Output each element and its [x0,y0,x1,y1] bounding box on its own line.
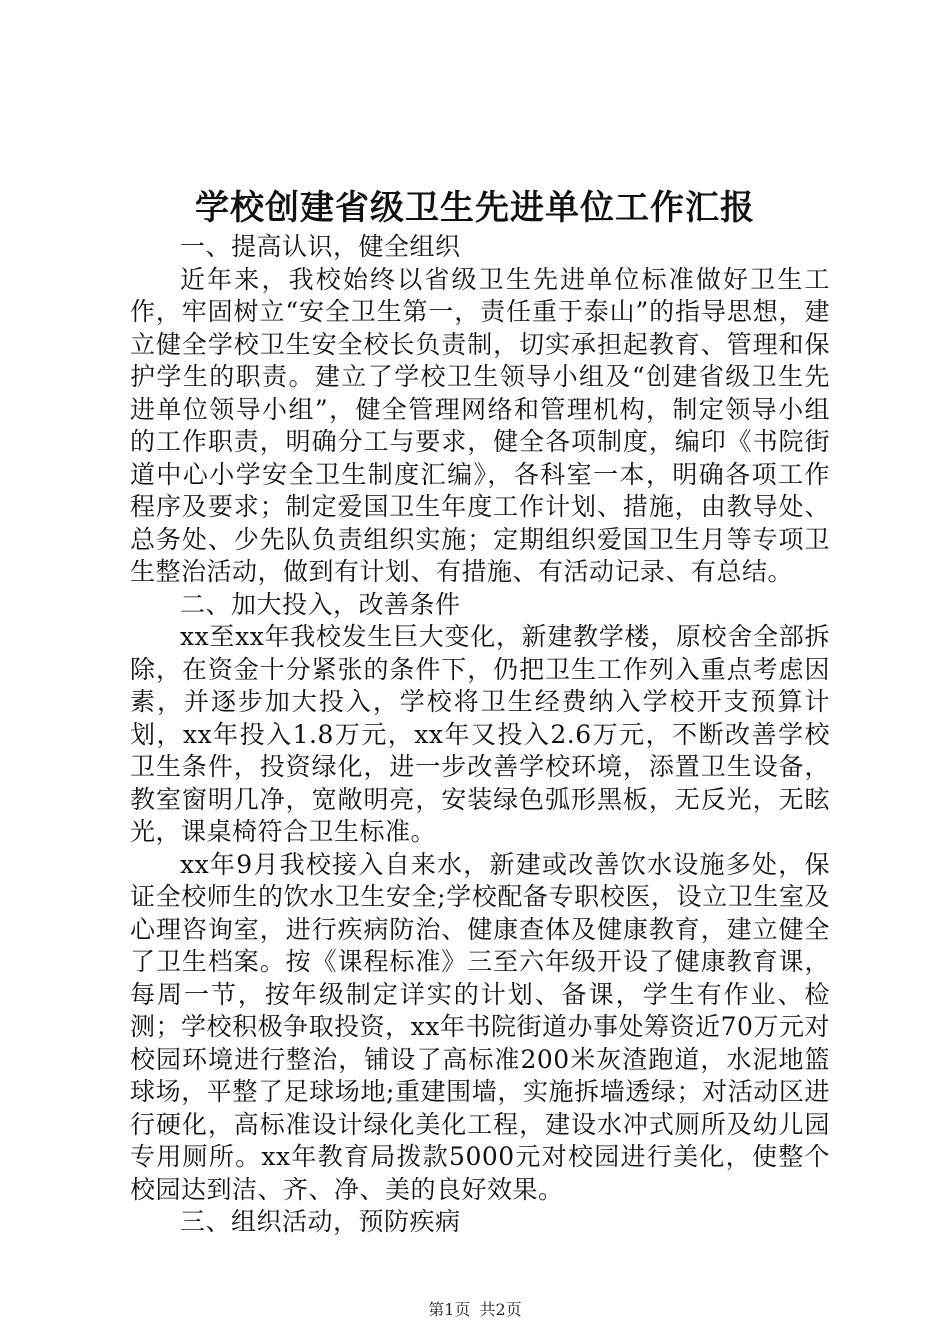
section-heading-1: 一、提高认识，健全组织 [180,232,461,261]
page-number: 第1页 [428,1300,471,1319]
section-heading-3: 三、组织活动，预防疾病 [180,1207,461,1236]
paragraph-3: xx年9月我校接入自来水，新建或改善饮水设施多处，保证全校师生的饮水卫生安全;学校配备专职校医，设立卫生室及心理咨询室，进行疾病防治、健康查体及健康教育，建立健全了卫生档案。按《课程标准》三至六年级开设了健康教育课，每周一节，按年级制定详实的计划、备课，学生有作业、检测；学校积极争取投资，xx年书院街道办事处筹资近70万元对校园环境进行整治，铺设了高标准200米灰渣跑道，水泥地篮球场，平整了足球场地;重建围墙，实施拆墙透绿；对活动区进行硬化，高标准设计绿化美化工程，建设水冲式厕所及幼儿园专用厕所。xx年教育局拨款5000元对校园进行美化，使整个校园达到洁、齐、净、美的良好效果。 [130,849,830,1204]
paragraph-1: 近年来，我校始终以省级卫生先进单位标准做好卫生工作，牢固树立“安全卫生第一，责任重于泰山”的指导思想，建立健全学校卫生安全校长负责制，切实承担起教育、管理和保护学生的职责。建立了学校卫生领导小组及“创建省级卫生先进单位领导小组”，健全管理网络和管理机构，制定领导小组的工作职责，明确分工与要求，健全各项制度，编印《书院街道中心小学安全卫生制度汇编》，各科室一本，明确各项工作程序及要求；制定爱国卫生年度工作计划、措施，由教导处、总务处、少先队负责组织实施；定期组织爱国卫生月等专项卫生整治活动，做到有计划、有措施、有活动记录、有总结。 [130,264,830,586]
document-body [130,231,830,1239]
page-footer [0,1299,950,1321]
document-title: 学校创建省级卫生先进单位工作汇报 [195,188,755,228]
page-total: 共2页 [479,1300,522,1319]
section-heading-2: 二、加大投入，改善条件 [180,589,461,619]
paragraph-2: xx至xx年我校发生巨大变化，新建教学楼，原校舍全部拆除，在资金十分紧张的条件下，仍把卫生工作列入重点考虑因素，并逐步加大投入，学校将卫生经费纳入学校开支预算计划，xx年投入1.8万元，xx年又投入2.6万元，不断改善学校卫生条件，投资绿化，进一步改善学校环境，添置卫生设备，教室窗明几净，宽敞明亮，安装绿色弧形黑板，无反光，无眩光，课桌椅符合卫生标准。 [130,622,830,846]
